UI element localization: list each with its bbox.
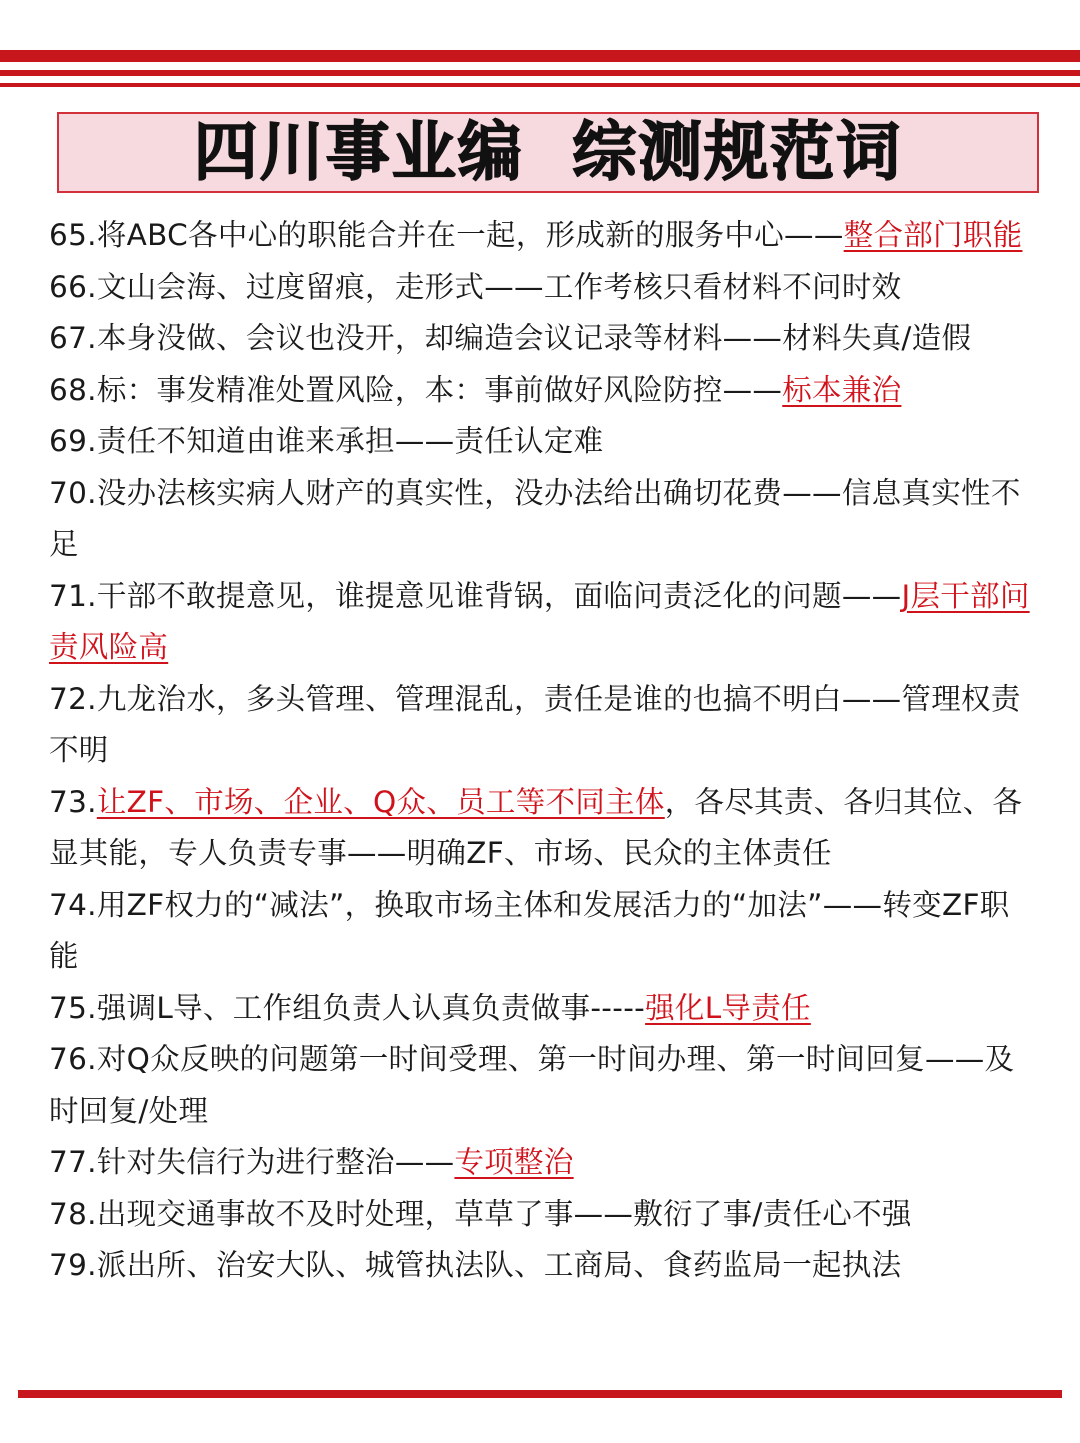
item-number: 66. bbox=[49, 269, 97, 304]
item-text: 将ABC各中心的职能合并在一起，形成新的服务中心—— bbox=[96, 218, 844, 252]
list-item bbox=[49, 983, 1034, 1035]
bottom-stripe bbox=[18, 1390, 1062, 1398]
list-item bbox=[49, 674, 1034, 777]
item-text: 九龙治水，多头管理、管理混乱，责任是谁的也搞不明白——管理权责不明 bbox=[49, 681, 1021, 767]
list-item bbox=[49, 777, 1034, 880]
item-text: 派出所、治安大队、城管执法队、工商局、食药监局一起执法 bbox=[96, 1248, 902, 1282]
list-item bbox=[49, 365, 1034, 417]
item-highlight: 强化L导责任 bbox=[645, 990, 811, 1025]
item-text-after: ，各尽其责、各归其位、各显其能，专人负责专事——明确ZF、市场、民众的主体责任 bbox=[49, 784, 1023, 870]
list-item bbox=[49, 1034, 1034, 1137]
item-number: 75. bbox=[49, 990, 97, 1025]
list-item bbox=[49, 1137, 1034, 1189]
item-number: 68. bbox=[49, 372, 97, 407]
top-stripe-thin bbox=[0, 83, 1080, 87]
item-highlight: 让ZF、市场、企业、Q众、员工等不同主体 bbox=[96, 784, 665, 819]
list-item bbox=[49, 210, 1034, 262]
top-stripe-thick bbox=[0, 50, 1080, 62]
item-highlight: J层干部问责风险高 bbox=[49, 578, 1030, 664]
list-item bbox=[49, 262, 1034, 314]
list-item bbox=[49, 468, 1034, 571]
list-item bbox=[49, 571, 1034, 674]
item-number: 77. bbox=[49, 1145, 97, 1179]
item-number: 67. bbox=[49, 321, 97, 355]
list-item bbox=[49, 416, 1034, 468]
item-number: 65. bbox=[49, 218, 97, 252]
item-text: 本身没做、会议也没开，却编造会议记录等材料——材料失真/造假 bbox=[96, 321, 972, 355]
item-number: 69. bbox=[49, 424, 97, 458]
item-text: 责任不知道由谁来承担——责任认定难 bbox=[96, 424, 604, 458]
term-list bbox=[49, 210, 1034, 1292]
list-item bbox=[49, 880, 1034, 983]
list-item bbox=[49, 313, 1034, 365]
item-text: 对Q众反映的问题第一时间受理、第一时间办理、第一时间回复——及时回复/处理 bbox=[49, 1042, 1015, 1128]
item-number: 71. bbox=[49, 578, 97, 613]
item-text: 干部不敢提意见，谁提意见谁背锅，面临问责泛化的问题—— bbox=[96, 578, 902, 613]
item-number: 79. bbox=[49, 1248, 97, 1282]
item-number: 78. bbox=[49, 1196, 97, 1231]
item-text: 出现交通事故不及时处理，草草了事——敷衍了事/责任心不强 bbox=[96, 1196, 912, 1231]
item-text: 文山会海、过度留痕，走形式——工作考核只看材料不问时效 bbox=[96, 269, 902, 304]
page-title: 四川事业编 综测规范词 bbox=[193, 115, 903, 190]
item-number: 70. bbox=[49, 475, 97, 510]
item-number: 74. bbox=[49, 887, 97, 922]
item-highlight: 整合部门职能 bbox=[843, 218, 1023, 252]
item-text: 没办法核实病人财产的真实性，没办法给出确切花费——信息真实性不足 bbox=[49, 475, 1021, 561]
item-number: 73. bbox=[49, 784, 97, 819]
item-highlight: 标本兼治 bbox=[782, 372, 902, 407]
list-item bbox=[49, 1189, 1034, 1241]
list-item bbox=[49, 1240, 1034, 1292]
item-text: 强调L导、工作组负责人认真负责做事----- bbox=[96, 990, 646, 1025]
item-number: 76. bbox=[49, 1042, 97, 1076]
item-text: 标：事发精准处置风险，本：事前做好风险防控—— bbox=[96, 372, 783, 407]
item-number: 72. bbox=[49, 681, 97, 716]
top-stripe-medium bbox=[0, 70, 1080, 76]
item-text: 针对失信行为进行整治—— bbox=[96, 1145, 455, 1179]
item-text: 用ZF权力的“减法”，换取市场主体和发展活力的“加法”——转变ZF职能 bbox=[49, 887, 1010, 973]
item-highlight: 专项整治 bbox=[454, 1145, 574, 1179]
title-banner bbox=[57, 112, 1039, 193]
